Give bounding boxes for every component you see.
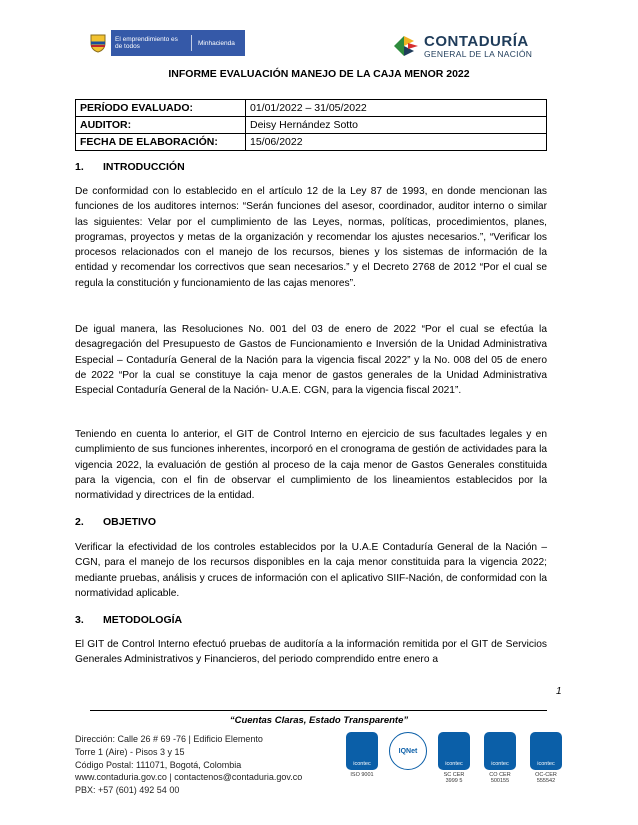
icontec-icon: icontec xyxy=(346,732,378,770)
gov-logo-text: El emprendimiento es de todos xyxy=(115,36,178,50)
footer-address xyxy=(75,733,302,797)
shield-icon xyxy=(85,30,111,56)
icontec-icon: icontec xyxy=(484,732,516,770)
table-row xyxy=(76,134,547,151)
cgn-name: CONTADURÍA xyxy=(424,32,529,50)
certification-badge xyxy=(437,732,471,784)
icontec-icon: icontec xyxy=(530,732,562,770)
info-value: 15/06/2022 xyxy=(246,134,547,151)
section-title: OBJETIVO xyxy=(103,516,157,528)
certification-code: ISO 9001 xyxy=(350,772,374,778)
footer-divider xyxy=(90,710,547,711)
iqnet-icon: IQNet xyxy=(389,732,427,770)
info-value: 01/01/2022 – 31/05/2022 xyxy=(246,100,547,117)
certification-code: SC CER 3999 5 xyxy=(443,772,465,784)
address-line: PBX: +57 (601) 492 54 00 xyxy=(75,785,180,796)
section-heading xyxy=(75,161,185,173)
section-title: INTRODUCCIÓN xyxy=(103,161,185,173)
section-heading xyxy=(75,516,156,528)
address-line: www.contaduria.gov.co | contactenos@contaduria.gov.co xyxy=(75,772,303,783)
certification-code: CO CER 500155 xyxy=(489,772,511,784)
gov-logo xyxy=(85,30,245,56)
paragraph: El GIT de Control Interno efectuó pruebas de auditoría a la información remitida por el GIT de Servicios Generales Administrativos y Financieros, del periodo comprendido entre enero a xyxy=(75,639,547,666)
cgn-logo xyxy=(390,30,550,62)
certification-code: OC-CER 555542 xyxy=(535,772,557,784)
cgn-subname: GENERAL DE LA NACIÓN xyxy=(424,48,533,59)
certification-badge xyxy=(345,732,379,784)
section-title: METODOLOGÍA xyxy=(103,614,183,626)
info-label: PERÍODO EVALUADO: xyxy=(76,100,246,117)
paragraph: Verificar la efectividad de los controles establecidos por la U.A.E Contaduría General de la Nación – CGN, para el manejo de los recursos disponibles en la caja menor constituida para la vigencia 2022; mediante pruebas, análisis y cruces de información con el aplicativo SIIF-Nación, de conformidad con la normatividad aplicable. xyxy=(75,542,547,599)
cgn-mark-icon xyxy=(390,31,420,61)
certification-logos xyxy=(345,732,563,784)
info-label: FECHA DE ELABORACIÓN: xyxy=(76,134,246,151)
info-label: AUDITOR: xyxy=(76,117,246,134)
address-line: Torre 1 (Aire) - Pisos 3 y 15 xyxy=(75,746,185,757)
address-line: Dirección: Calle 26 # 69 -76 | Edificio Elemento xyxy=(75,734,263,744)
certification-badge xyxy=(529,732,563,784)
info-table xyxy=(75,99,547,151)
section-number: 2. xyxy=(75,516,84,528)
paragraph: De igual manera, las Resoluciones No. 001 del 03 de enero de 2022 “Por el cual se efectúa la desagregación del Presupuesto de Gastos de Funcionamiento e Inversión de la Unidad Administrativa Especial – Contaduría General de la Nación para la vigencia fiscal 2022” y la No. 008 del 05 de enero de 2022 “Por la cual se constituye la caja menor de gastos generales de la Unidad Administrativa Especial Contaduría General de la Nación- U.A.E. CGN, para la vigencia fiscal 2021”. xyxy=(75,324,547,397)
section-number: 3. xyxy=(75,614,84,626)
document-title: INFORME EVALUACIÓN MANEJO DE LA CAJA MENOR 2022 xyxy=(168,68,470,80)
icontec-icon: icontec xyxy=(438,732,470,770)
info-value: Deisy Hernández Sotto xyxy=(246,117,547,134)
table-row xyxy=(76,100,547,117)
certification-badge xyxy=(391,732,425,784)
footer-motto: “Cuentas Claras, Estado Transparente” xyxy=(229,715,409,726)
certification-badge xyxy=(483,732,517,784)
section-number: 1. xyxy=(75,161,84,173)
paragraph: Teniendo en cuenta lo anterior, el GIT de Control Interno en ejercicio de sus facultades legales y en cumplimiento de sus funciones inherentes, incorporó en el cronograma de gestión de actividades para la vigencia 2022, la evaluación de gestión al proceso de la caja menor de Gastos Generales constituida para la vigencia, con el fin de observar el cumplimiento de los lineamientos establecidos por la normatividad y directrices de la entidad. xyxy=(75,429,547,502)
table-row xyxy=(76,117,547,134)
section-heading xyxy=(75,614,182,626)
address-line: Código Postal: 111071, Bogotá, Colombia xyxy=(75,759,242,770)
page-number: 1 xyxy=(556,686,562,697)
paragraph: De conformidad con lo establecido en el artículo 12 de la Ley 87 de 1993, en donde mencionan las funciones de los auditores internos: “Serán funciones del asesor, coordinador, auditor interno o similar las siguientes: Velar por el cumplimiento de las Leyes, normas, políticas, procedimientos, planes, programas, proyectos y metas de la organización y recomendar los ajustes necesarios.”, “Verificar los procesos relacionados con el manejo de los recursos, bienes y los sistemas de información de la entidad y recomendar los correctivos que sean necesarios.” y el Decreto 2768 de 2012 “Por el cual se regula la constitución y funcionamiento de las cajas menores”. xyxy=(75,186,547,289)
gov-logo-ministry: Minhacienda xyxy=(198,39,235,47)
